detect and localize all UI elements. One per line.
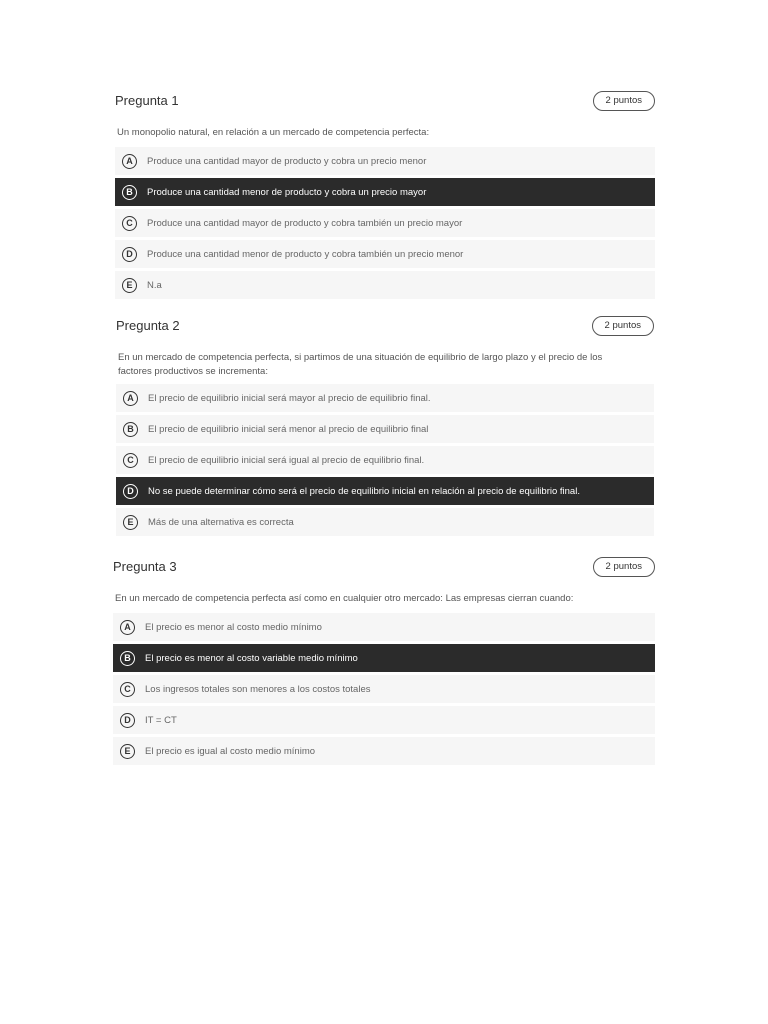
option-d[interactable]: [113, 706, 655, 734]
question-title: Pregunta 3: [113, 559, 177, 574]
option-text: El precio es menor al costo variable medio mínimo: [145, 652, 358, 664]
option-text: N.a: [147, 279, 162, 291]
question-header: [113, 557, 655, 581]
option-text: El precio de equilibrio inicial será igual al precio de equilibrio final.: [148, 454, 425, 466]
option-letter-c: C: [122, 216, 137, 231]
question-header: [116, 316, 654, 340]
option-text: Los ingresos totales son menores a los costos totales: [145, 683, 371, 695]
option-letter-d: D: [122, 247, 137, 262]
option-d[interactable]: [116, 477, 654, 505]
option-a[interactable]: [116, 384, 654, 412]
question-text: [116, 351, 654, 379]
option-e[interactable]: [115, 271, 655, 299]
option-c[interactable]: [115, 209, 655, 237]
question-text: En un mercado de competencia perfecta así como en cualquier otro mercado: Las empresas cierran cuando:: [115, 593, 574, 604]
option-text: Produce una cantidad menor de producto y cobra un precio mayor: [147, 186, 427, 198]
points-badge: 2 puntos: [592, 316, 654, 336]
option-b[interactable]: [113, 644, 655, 672]
option-c[interactable]: [113, 675, 655, 703]
points-badge: 2 puntos: [593, 91, 655, 111]
question-title: Pregunta 2: [116, 318, 180, 333]
option-letter-b: B: [120, 651, 135, 666]
option-a[interactable]: [115, 147, 655, 175]
question-3: [113, 557, 655, 768]
option-letter-a: A: [122, 154, 137, 169]
option-text: El precio de equilibrio inicial será menor al precio de equilibrio final: [148, 423, 429, 435]
question-2: [116, 316, 654, 539]
option-text: Produce una cantidad menor de producto y cobra también un precio menor: [147, 248, 464, 260]
option-text: Produce una cantidad mayor de producto y cobra un precio menor: [147, 155, 427, 167]
option-letter-a: A: [123, 391, 138, 406]
question-header: [115, 91, 655, 115]
option-letter-a: A: [120, 620, 135, 635]
question-text: Un monopolio natural, en relación a un mercado de competencia perfecta:: [117, 127, 430, 138]
question-text-line: En un mercado de competencia perfecta, si partimos de una situación de equilibrio de largo plazo y el precio de los: [118, 352, 603, 363]
question-title: Pregunta 1: [115, 93, 179, 108]
option-letter-b: B: [122, 185, 137, 200]
options-list: [113, 613, 655, 765]
option-text: El precio de equilibrio inicial será mayor al precio de equilibrio final.: [148, 392, 431, 404]
option-a[interactable]: [113, 613, 655, 641]
option-d[interactable]: [115, 240, 655, 268]
points-badge: 2 puntos: [593, 557, 655, 577]
option-letter-d: D: [123, 484, 138, 499]
question-text-line: factores productivos se incrementa:: [118, 366, 268, 377]
option-e[interactable]: [116, 508, 654, 536]
option-b[interactable]: [115, 178, 655, 206]
option-letter-d: D: [120, 713, 135, 728]
option-text: No se puede determinar cómo será el precio de equilibrio inicial en relación al precio de equilibrio final.: [148, 485, 580, 497]
option-text: El precio es menor al costo medio mínimo: [145, 621, 322, 633]
option-letter-e: E: [120, 744, 135, 759]
option-text: IT = CT: [145, 714, 177, 726]
option-letter-c: C: [123, 453, 138, 468]
option-e[interactable]: [113, 737, 655, 765]
option-b[interactable]: [116, 415, 654, 443]
options-list: [115, 147, 655, 299]
option-c[interactable]: [116, 446, 654, 474]
question-1: [115, 91, 655, 302]
option-letter-c: C: [120, 682, 135, 697]
option-text: El precio es igual al costo medio mínimo: [145, 745, 316, 757]
option-letter-e: E: [122, 278, 137, 293]
options-list: [116, 384, 654, 536]
option-letter-b: B: [123, 422, 138, 437]
option-text: Más de una alternativa es correcta: [148, 516, 294, 528]
option-letter-e: E: [123, 515, 138, 530]
option-text: Produce una cantidad mayor de producto y cobra también un precio mayor: [147, 217, 463, 229]
